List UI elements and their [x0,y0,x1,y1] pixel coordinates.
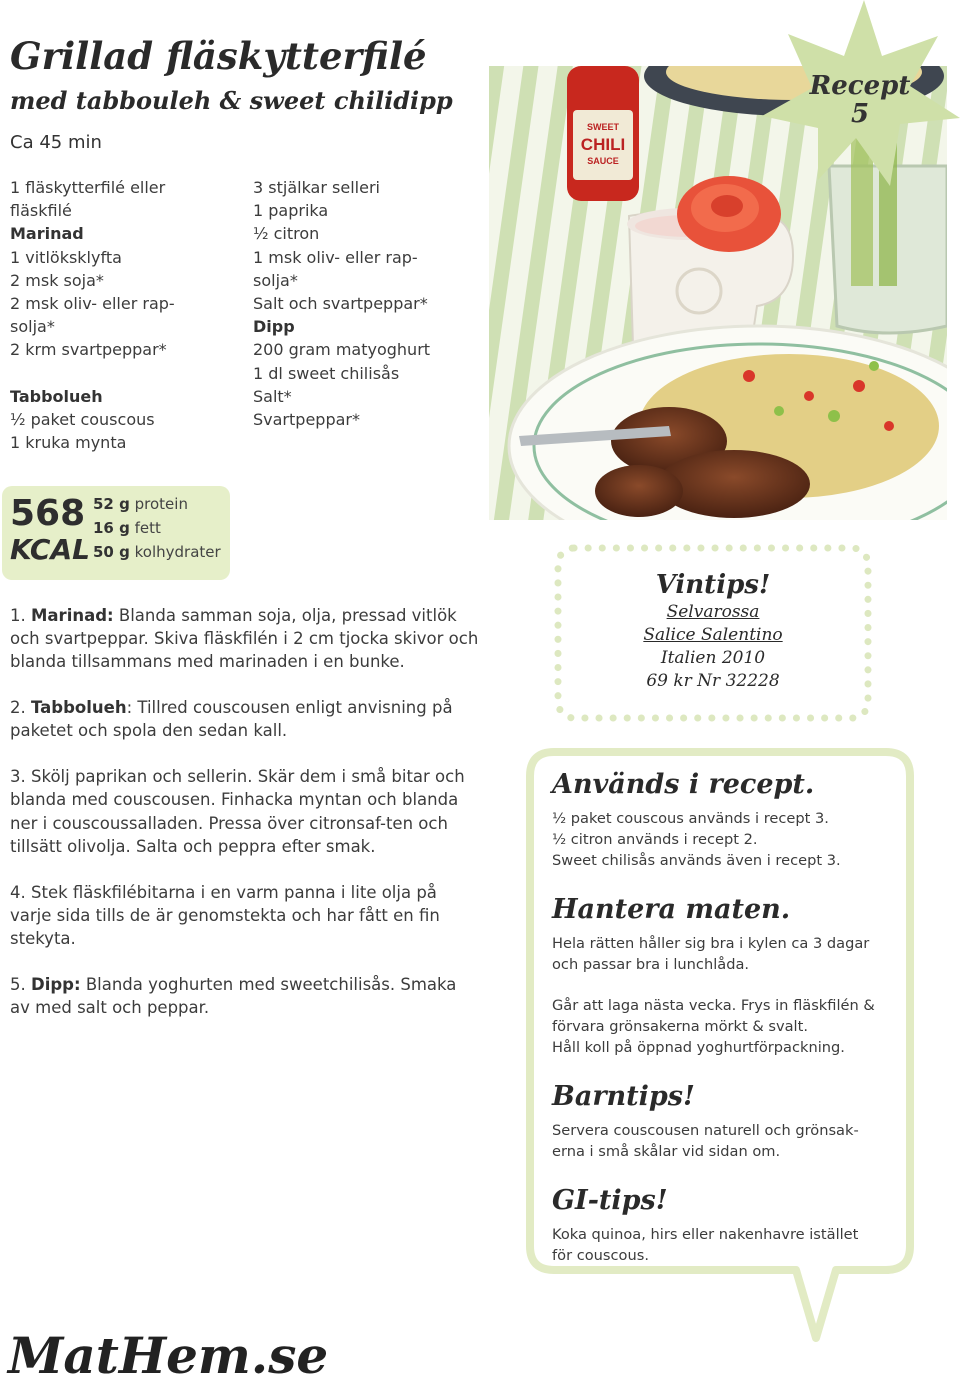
ingredient-line: 1 kruka mynta [10,433,127,453]
ingredient-line: solja* [10,317,55,337]
step-5: 5. Dipp: Blanda yoghurten med sweetchilisås. Smaka av med salt och peppar. [10,974,457,1018]
nutrition-carbs: 50 g kolhydrater [93,543,221,561]
nutrition-protein: 52 g protein [93,495,188,513]
instructions [10,604,480,1042]
handle-food-text-2: Går att laga nästa vecka. Frys in fläskfilén & förvara grönsakerna mörkt & svalt. Håll koll på öppnad yoghurtförpackning. [552,997,875,1056]
handle-food-text-1: Hela rätten håller sig bra i kylen ca 3 dagar och passar bra i lunchlåda. [552,935,870,973]
ingredient-line: ½ paket couscous [10,410,155,430]
sauce-label-chili: CHILI [580,135,626,154]
ingredients-column-1 [10,176,240,454]
wine-price: 69 kr Nr 32228 [646,671,780,691]
ingredient-line: solja* [253,270,298,290]
ingredient-line: 1 dl sweet chilisås [253,363,400,383]
ingredient-line: 2 msk oliv- eller rap- [10,294,175,314]
used-in-recipe-text: ½ paket couscous används i recept 3. ½ citron används i recept 2. Sweet chilisås används även i recept 3. [552,810,841,869]
kcal-value: 568 [10,493,86,534]
sweet-chili-bottle [567,66,639,201]
recipe-subtitle: med tabbouleh & sweet chilidipp [10,86,453,115]
ingredient-line: 1 paprika [253,201,329,221]
ingredient-line: 1 msk oliv- eller rap- [253,247,418,267]
wine-origin: Italien 2010 [660,648,766,668]
wine-name: Selvarossa [666,602,760,622]
ingredient-heading-dipp: Dipp [253,317,295,337]
mathem-logo: MatHem.se [8,1326,329,1385]
ingredient-line: Salt* [253,386,292,406]
wine-producer: Salice Salentino [643,625,783,645]
ingredient-line: 2 krm svartpeppar* [10,340,167,360]
wine-tip-heading: Vintips! [655,570,771,600]
ingredient-gap [10,362,240,385]
cooking-time: Ca 45 min [10,132,102,153]
step-3: 3. Skölj paprikan och sellerin. Skär dem i små bitar och blanda med couscousen. Finhacka myntan och blanda ner i couscoussalladen. Pressa över citronsaf-ten och tillsätt olivolja. Salta och peppra efter smak. [10,767,465,856]
step-2: 2. Tabbolueh: Tillred couscousen enligt anvisning på paketet och spola den sedan kall. [10,698,453,741]
wine-tip [553,569,873,693]
nutrition-fat: 16 g fett [93,519,161,537]
gi-tip-text: Koka quinoa, hirs eller nakenhavre istället för couscous. [552,1226,859,1264]
step-4: 4. Stek fläskfilébitarna i en varm panna i lite olja på varje sida tills de är genomstekta och har fått en fin stekyta. [10,882,440,949]
kids-tip-text: Servera couscousen naturell och grönsak- erna i små skålar vid sidan om. [552,1122,859,1160]
ingredients-column-2 [253,176,483,431]
kcal-unit: KCAL [10,533,90,566]
ingredient-line: ½ citron [253,224,320,244]
ingredient-line: 1 fläskytterfilé eller [10,178,166,197]
sauce-label-sweet: SWEET [586,122,620,132]
ingredient-line: 2 msk soja* [10,270,104,290]
recipe-number-badge [795,72,925,128]
ingredient-line: Svartpeppar* [253,410,360,430]
ingredient-heading-tabbolueh: Tabbolueh [10,386,103,406]
ingredient-heading-marinad: Marinad [10,224,84,244]
ingredient-line: Salt och svartpeppar* [253,294,428,314]
ingredient-line: 200 gram matyoghurt [253,340,431,360]
sauce-label-sauce: SAUCE [587,156,619,166]
handle-food-heading: Hantera maten. [552,894,791,925]
tips-content [552,768,902,1266]
ingredient-line: 3 stjälkar selleri [253,178,380,197]
kids-tip-heading: Barntips! [552,1081,695,1112]
ingredient-line: 1 vitlöksklyfta [10,247,122,267]
nutrition-list [93,492,221,564]
recipe-badge-number: 5 [850,99,870,129]
ingredient-line: fläskfilé [10,201,72,221]
step-1: 1. Marinad: Blanda samman soja, olja, pressad vitlök och svartpeppar. Skiva fläskfilén i 2 cm tjocka skivor och blanda tillsammans med marinaden i en bunke. [10,606,479,672]
gi-tip-heading: GI-tips! [552,1185,668,1216]
recipe-title: Grillad fläskytterfilé [10,34,427,78]
recipe-badge-label: Recept [809,71,911,101]
used-in-recipe-heading: Används i recept. [552,769,815,800]
